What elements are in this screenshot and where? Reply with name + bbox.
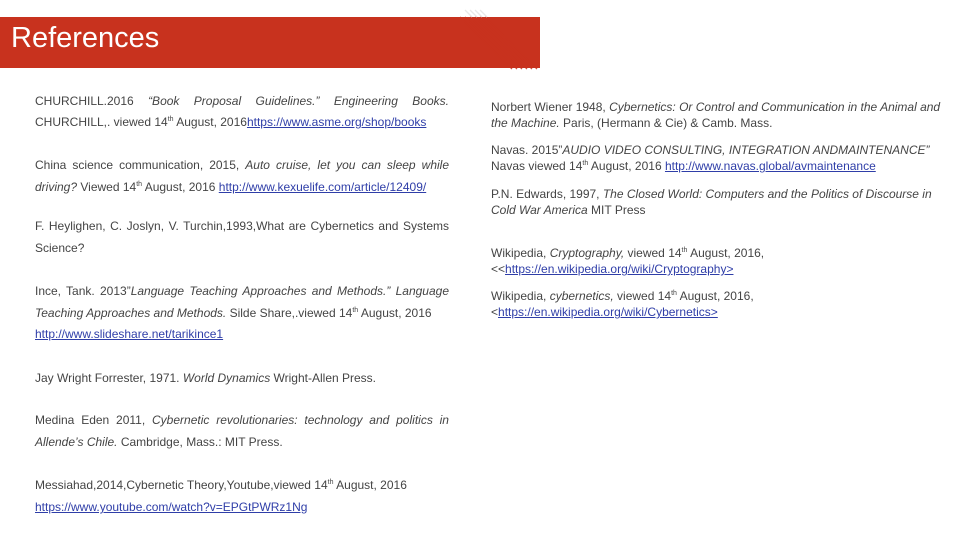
ref-sup: th (671, 290, 677, 297)
ref-text: Silde Share,.viewed 14 (226, 306, 353, 320)
ref-text: viewed 14 (624, 246, 682, 260)
ref-text: August, 2016 (588, 159, 665, 173)
ref-heylighen-line1: F. Heylighen, C. Joslyn, V. Turchin,1993,What are Cybernetics and Systems (35, 219, 449, 233)
ref-text: Proposal (193, 94, 242, 108)
ref-navas-line2 (491, 158, 876, 174)
ref-text: “Book (148, 94, 180, 108)
ref-text: Cambridge, Mass.: MIT Press. (117, 435, 283, 449)
ref-text: driving? (35, 180, 78, 194)
ref-text: August, 2016 (333, 478, 407, 492)
ref-text: Navas viewed 14 (491, 159, 583, 173)
ref-text: China science communication, 2015, (35, 158, 246, 172)
ref-text: Wikipedia, (491, 289, 550, 303)
ref-link[interactable]: https://en.wikipedia.org/wiki/Cybernetics> (498, 305, 718, 319)
ref-text: AUDIO VIDEO CONSULTING, INTEGRATION ANDMAINTENANCE” (562, 143, 930, 157)
ref-messiahad-line2 (35, 499, 307, 515)
ref-text: Language Teaching Approaches and Methods.” Language (130, 284, 449, 298)
ref-text: MIT Press (587, 203, 646, 217)
ref-churchill-line2 (35, 114, 426, 130)
ref-china-line2 (35, 179, 426, 195)
ref-text: Wright-Allen Press. (270, 371, 377, 385)
ref-text: Wikipedia, (491, 246, 550, 260)
ref-link[interactable]: http://www.navas.global/avmaintenance (664, 159, 876, 173)
ref-link[interactable]: https://en.wikipedia.org/wiki/Cryptography> (505, 262, 734, 276)
ref-text: Teaching Approaches and Methods. (35, 306, 227, 320)
ref-china-line1 (35, 157, 449, 173)
ref-text: Cybernetics: Or Control and Communication in the Animal and the Machine. (491, 100, 941, 130)
ref-text: Cybernetic revolutionaries: technology and politics in (152, 413, 449, 427)
ref-text: Cryptography, (549, 246, 625, 260)
decorative-stripes (440, 0, 540, 70)
ref-text: < (491, 305, 499, 319)
ref-medina-line1 (35, 412, 449, 428)
ref-text: Jay Wright Forrester, 1971. (35, 371, 183, 385)
ref-wiki-crypto-line1 (491, 245, 764, 261)
ref-text: Norbert Wiener 1948, (491, 100, 610, 114)
ref-text: August, 2016, (687, 246, 765, 260)
ref-sup: th (167, 116, 174, 123)
ref-sup: th (681, 247, 688, 254)
ref-wiki-cyber-line1 (491, 288, 754, 304)
ref-messiahad-line1 (35, 477, 407, 493)
ref-wiki-crypto-line2 (491, 261, 733, 277)
ref-churchill-line1 (35, 93, 449, 109)
ref-ince-line2 (35, 305, 432, 321)
ref-link[interactable]: http://www.slideshare.net/tarikince1 (35, 327, 224, 341)
ref-edwards (491, 186, 946, 218)
ref-sup: th (352, 307, 359, 314)
ref-link[interactable]: http://www.kexuelife.com/article/12409/ (218, 180, 427, 194)
ref-text: P.N. Edwards, 1997, (491, 187, 603, 201)
ref-ince-line1 (35, 283, 449, 299)
ref-link[interactable]: https://www.asme.org/shop/books (246, 115, 427, 129)
ref-text: cybernetics, (549, 289, 614, 303)
ref-ince-line3 (35, 326, 223, 342)
ref-text: August, 2016 (173, 115, 247, 129)
ref-text: The Closed World: Computers and the Politics of Discourse in Cold War America (491, 187, 932, 217)
ref-text: << (491, 262, 506, 276)
ref-sup: th (327, 479, 334, 486)
ref-wiener (491, 99, 946, 131)
ref-text: Paris, (Hermann & Cie) & Camb. Mass. (559, 116, 773, 130)
ref-text: Books. (412, 94, 449, 108)
ref-text: Ince, Tank. 2013” (35, 284, 131, 298)
ref-text: Messiahad,2014,Cybernetic Theory,Youtube,viewed 14 (35, 478, 328, 492)
ref-text: August, 2016 (142, 180, 219, 194)
ref-navas-line1 (491, 142, 930, 158)
ref-text: World Dynamics (182, 371, 271, 385)
ref-text: Guidelines.” (255, 94, 320, 108)
ref-text: Engineering (333, 94, 398, 108)
ref-text: Navas. 2015” (491, 143, 563, 157)
ref-text: Viewed 14 (77, 180, 137, 194)
ref-text: viewed 14 (613, 289, 672, 303)
ref-text: Auto cruise, let you can sleep while (245, 158, 449, 172)
ref-sup: th (582, 160, 589, 167)
ref-text: CHURCHILL.2016 (35, 94, 134, 108)
ref-text: August, 2016 (358, 306, 432, 320)
ref-sup: th (136, 181, 143, 188)
ref-forrester (35, 370, 376, 386)
ref-text: CHURCHILL,. viewed 14 (35, 115, 168, 129)
ref-text: Medina Eden 2011, (35, 413, 153, 427)
page-title: References (11, 22, 160, 54)
ref-link[interactable]: https://www.youtube.com/watch?v=EPGtPWRz1Ng (35, 500, 308, 514)
ref-text: August, 2016, (676, 289, 754, 303)
ref-wiki-cyber-line2 (491, 304, 718, 320)
ref-medina-line2 (35, 434, 283, 450)
ref-text: Allende’s Chile. (35, 435, 118, 449)
ref-heylighen-line2: Science? (35, 241, 85, 255)
